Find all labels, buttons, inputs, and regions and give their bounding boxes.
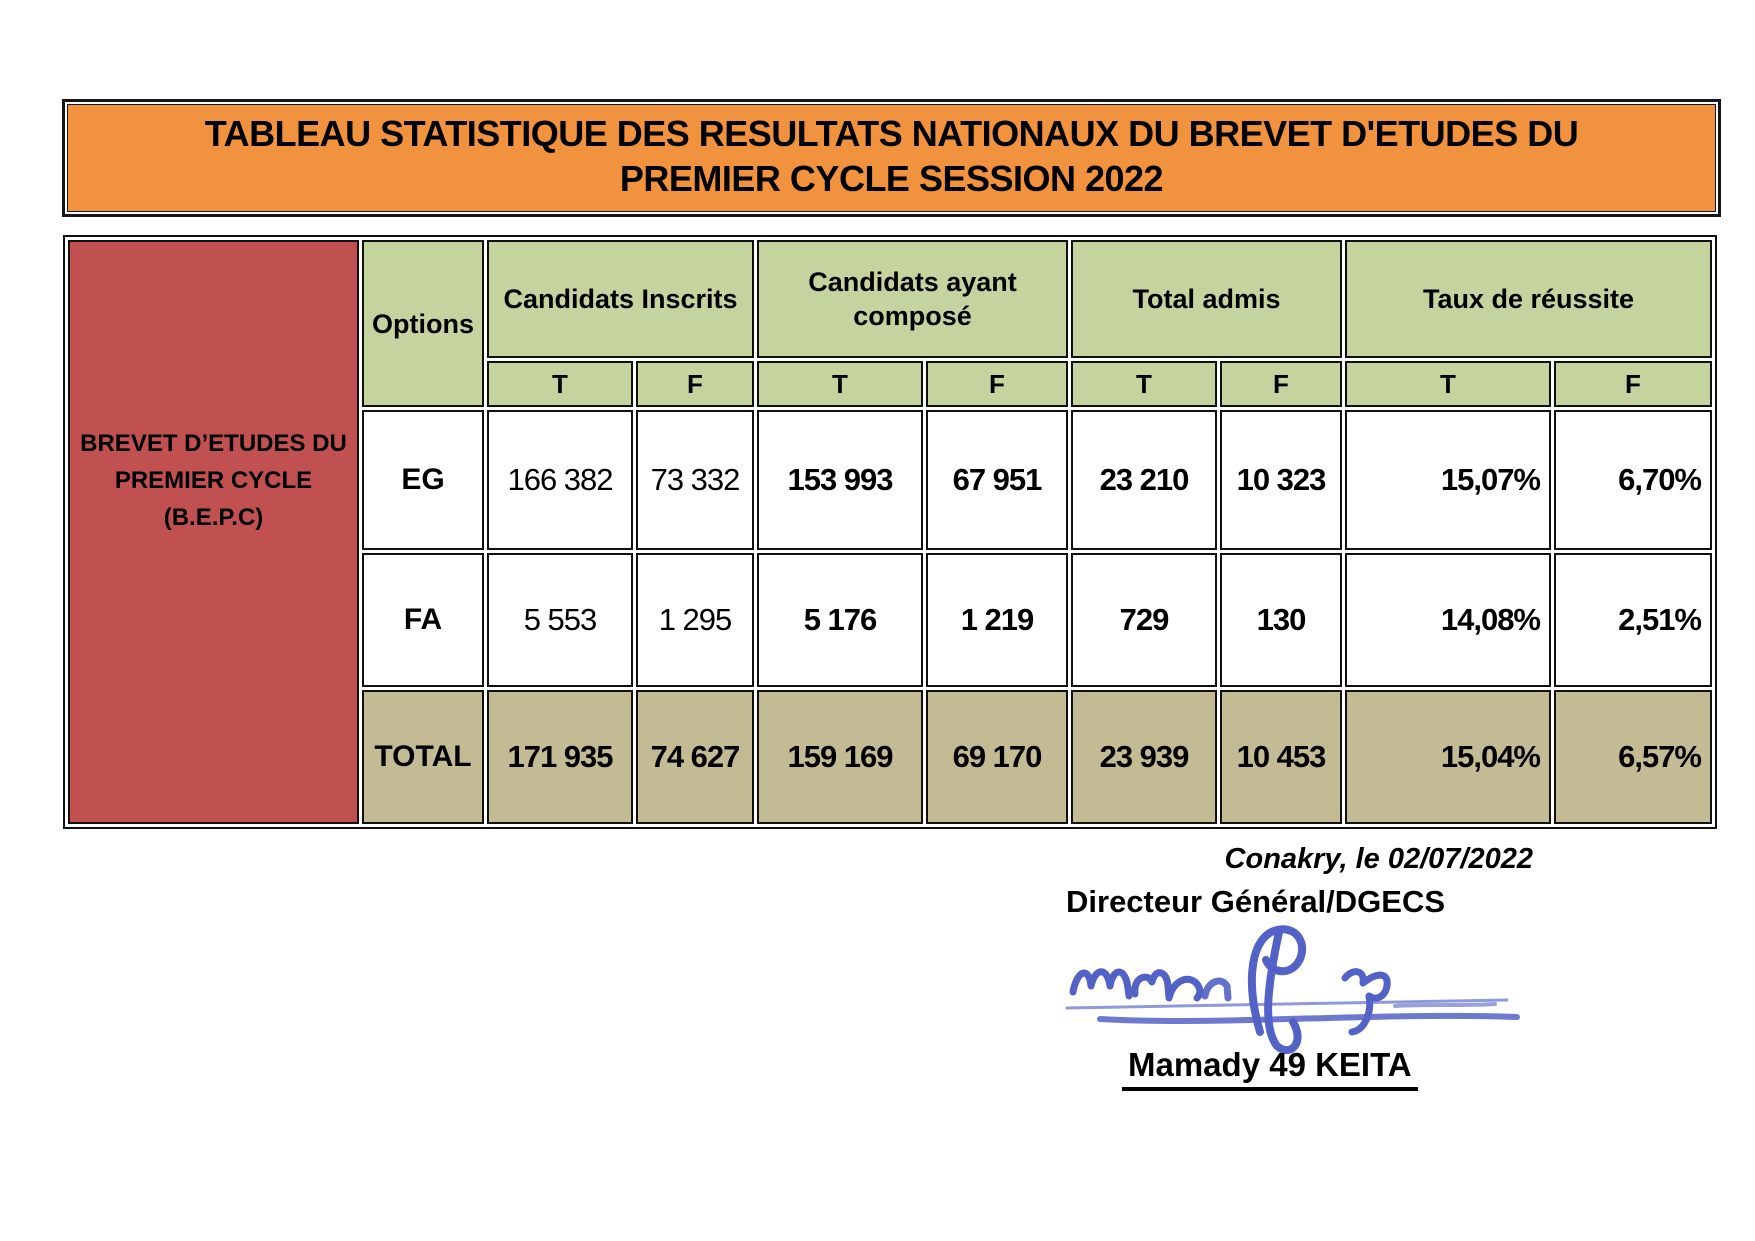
title-banner-inner xyxy=(67,104,1716,212)
cell-fa-admis-f: 130 xyxy=(1220,553,1342,687)
cell-eg-composes-f: 67 951 xyxy=(926,410,1068,550)
signatory-title: Directeur Général/DGECS xyxy=(1066,884,1446,919)
document-title-line-1: TABLEAU STATISTIQUE DES RESULTATS NATIONAUX DU BREVET D'ETUDES DU xyxy=(204,113,1579,154)
place-and-date: Conakry, le 02/07/2022 xyxy=(1224,843,1533,875)
header-candidats-composes: Candidats ayant composé xyxy=(757,240,1068,358)
results-table-wrapper xyxy=(63,235,1717,829)
cell-fa-admis-t: 729 xyxy=(1071,553,1217,687)
cell-total-inscrits-t: 171 935 xyxy=(487,690,633,824)
document-title-line-2: PREMIER CYCLE SESSION 2022 xyxy=(619,158,1164,199)
subheader-admis-f: F xyxy=(1220,361,1342,407)
cell-total-composes-t: 159 169 xyxy=(757,690,923,824)
header-total-admis: Total admis xyxy=(1071,240,1342,358)
cell-eg-taux-t: 15,07% xyxy=(1345,410,1551,550)
results-table xyxy=(63,235,1717,829)
cell-eg-composes-t: 153 993 xyxy=(757,410,923,550)
header-options: Options xyxy=(362,240,484,407)
cell-total-admis-f: 10 453 xyxy=(1220,690,1342,824)
subheader-inscrits-t: T xyxy=(487,361,633,407)
cell-fa-inscrits-t: 5 553 xyxy=(487,553,633,687)
cell-eg-inscrits-t: 166 382 xyxy=(487,410,633,550)
cell-fa-taux-t: 14,08% xyxy=(1345,553,1551,687)
title-banner xyxy=(62,99,1721,217)
cell-total-taux-t: 15,04% xyxy=(1345,690,1551,824)
subheader-admis-t: T xyxy=(1071,361,1217,407)
exam-name-line-1: BREVET D’ETUDES DU xyxy=(80,429,347,457)
subheader-taux-t: T xyxy=(1345,361,1551,407)
cell-eg-admis-f: 10 323 xyxy=(1220,410,1342,550)
cell-eg-taux-f: 6,70% xyxy=(1554,410,1712,550)
cell-total-option: TOTAL xyxy=(362,690,484,824)
cell-total-admis-t: 23 939 xyxy=(1071,690,1217,824)
cell-total-inscrits-f: 74 627 xyxy=(636,690,754,824)
subheader-composes-t: T xyxy=(757,361,923,407)
subheader-inscrits-f: F xyxy=(636,361,754,407)
cell-eg-option: EG xyxy=(362,410,484,550)
signatory-name: Mamady 49 KEITA xyxy=(1122,1046,1418,1091)
header-taux-reussite: Taux de réussite xyxy=(1345,240,1712,358)
exam-name-cell xyxy=(68,240,359,824)
exam-name-line-3: (B.E.P.C) xyxy=(163,503,264,531)
cell-fa-inscrits-f: 1 295 xyxy=(636,553,754,687)
cell-eg-inscrits-f: 73 332 xyxy=(636,410,754,550)
cell-eg-admis-t: 23 210 xyxy=(1071,410,1217,550)
cell-fa-composes-t: 5 176 xyxy=(757,553,923,687)
cell-fa-composes-f: 1 219 xyxy=(926,553,1068,687)
subheader-taux-f: F xyxy=(1554,361,1712,407)
cell-total-composes-f: 69 170 xyxy=(926,690,1068,824)
cell-fa-option: FA xyxy=(362,553,484,687)
exam-name-line-2: PREMIER CYCLE xyxy=(114,466,313,494)
header-candidats-inscrits: Candidats Inscrits xyxy=(487,240,754,358)
cell-total-taux-f: 6,57% xyxy=(1554,690,1712,824)
subheader-composes-f: F xyxy=(926,361,1068,407)
signature-image xyxy=(1055,920,1525,1055)
cell-fa-taux-f: 2,51% xyxy=(1554,553,1712,687)
